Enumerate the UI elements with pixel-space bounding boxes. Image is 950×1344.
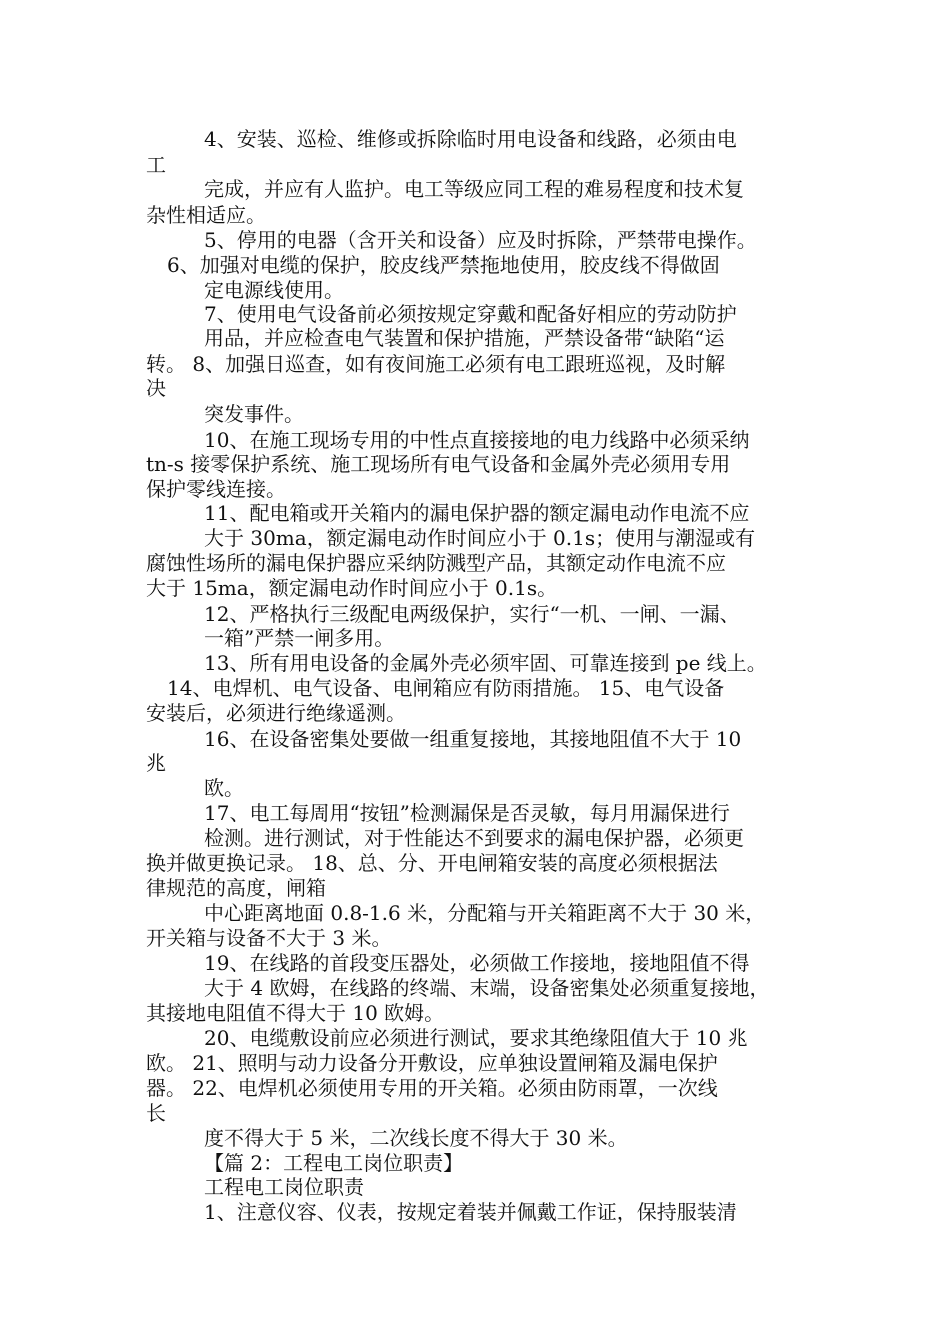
text-line: 20、电缆敷设前应必须进行测试，要求其绝缘阻值大于 10 兆 — [204, 1026, 748, 1050]
text-line: 换并做更换记录。 18、总、分、开电闸箱安装的高度必须根据法 — [146, 851, 718, 875]
text-line: 转。 8、加强日巡查，如有夜间施工必须有电工跟班巡视，及时解 — [146, 352, 726, 376]
text-line: 17、电工每周用“按钮”检测漏保是否灵敏，每月用漏保进行 — [204, 801, 730, 825]
text-line: 10、在施工现场专用的中性点直接接地的电力线路中必须采纳 — [204, 428, 750, 452]
text-line: 律规范的高度，闸箱 — [146, 876, 326, 900]
text-line: 开关箱与设备不大于 3 米。 — [146, 926, 392, 950]
text-line: 检测。进行测试，对于性能达不到要求的漏电保护器，必须更 — [204, 826, 744, 850]
text-line: 长 — [146, 1101, 166, 1125]
text-line: 12、严格执行三级配电两级保护，实行“一机、一闸、一漏、 — [204, 602, 740, 626]
text-line: 7、使用电气设备前必须按规定穿戴和配备好相应的劳动防护 — [204, 302, 737, 326]
section-heading: 【篇 2：工程电工岗位职责】 — [204, 1151, 464, 1175]
text-line: 定电源线使用。 — [204, 278, 344, 302]
text-line: 腐蚀性场所的漏电保护器应采纳防溅型产品，其额定动作电流不应 — [146, 551, 726, 575]
text-line: 安装后，必须进行绝缘遥测。 — [146, 701, 406, 725]
text-line: 14、电焊机、电气设备、电闸箱应有防雨措施。 15、电气设备 — [167, 676, 725, 700]
text-line: 欧。 — [204, 776, 244, 800]
text-line: 杂性相适应。 — [146, 203, 266, 227]
text-line: 其接地电阻值不得大于 10 欧姆。 — [146, 1001, 445, 1025]
text-line: 器。 22、电焊机必须使用专用的开关箱。必须由防雨罩，一次线 — [146, 1076, 718, 1100]
text-line: 一箱”严禁一闸多用。 — [204, 626, 395, 650]
text-line: 工 — [146, 153, 166, 177]
text-line: 大于 4 欧姆，在线路的终端、末端，设备密集处必须重复接地， — [204, 976, 770, 1000]
text-line: 用品，并应检查电气装置和保护措施，严禁设备带“缺陷“运 — [204, 326, 725, 350]
text-line: 5、停用的电器（含开关和设备）应及时拆除，严禁带电操作。 — [204, 228, 757, 252]
text-line: 度不得大于 5 米，二次线长度不得大于 30 米。 — [204, 1126, 628, 1150]
text-line: 大于 30ma，额定漏电动作时间应小于 0.1s；使用与潮湿或有 — [204, 526, 756, 550]
text-line: 13、所有用电设备的金属外壳必须牢固、可靠连接到 pe 线上。 — [204, 651, 767, 675]
section-title: 工程电工岗位职责 — [204, 1175, 364, 1199]
text-line: 中心距离地面 0.8-1.6 米，分配箱与开关箱距离不大于 30 米， — [204, 901, 766, 925]
text-line: 决 — [146, 376, 166, 400]
text-line: 大于 15ma，额定漏电动作时间应小于 0.1s。 — [146, 576, 558, 600]
text-line: 11、配电箱或开关箱内的漏电保护器的额定漏电动作电流不应 — [204, 501, 750, 525]
text-line: 兆 — [146, 751, 166, 775]
text-line: 突发事件。 — [204, 402, 304, 426]
text-line: 完成，并应有人监护。电工等级应同工程的难易程度和技术复 — [204, 177, 744, 201]
text-line: 保护零线连接。 — [146, 477, 286, 501]
text-line: 19、在线路的首段变压器处，必须做工作接地，接地阻值不得 — [204, 951, 750, 975]
text-line: 1、注意仪容、仪表，按规定着装并佩戴工作证，保持服装清 — [204, 1200, 737, 1224]
text-line: 16、在设备密集处要做一组重复接地，其接地阻值不大于 10 — [204, 727, 742, 751]
text-line: 欧。 21、照明与动力设备分开敷设，应单独设置闸箱及漏电保护 — [146, 1051, 718, 1075]
text-line: 6、加强对电缆的保护，胶皮线严禁拖地使用，胶皮线不得做固 — [167, 253, 720, 277]
text-line: 4、安装、巡检、维修或拆除临时用电设备和线路，必须由电 — [204, 127, 737, 151]
text-line: tn-s 接零保护系统、施工现场所有电气设备和金属外壳必须用专用 — [146, 452, 731, 476]
